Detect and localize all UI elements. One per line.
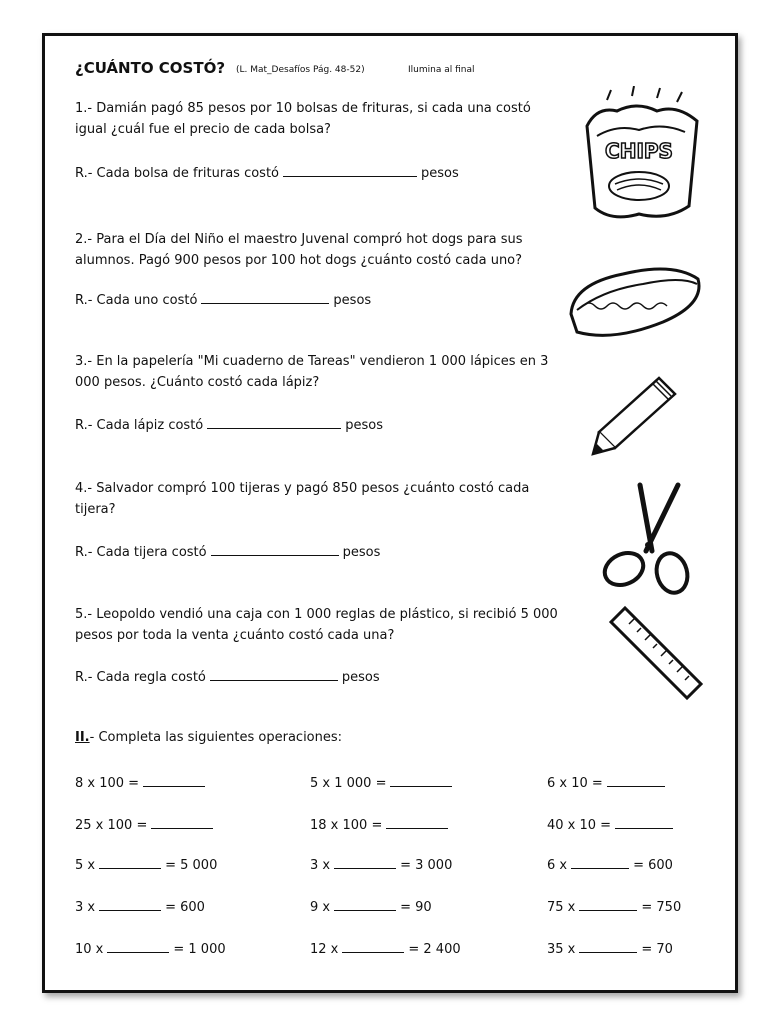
chips-bag-icon <box>577 86 707 224</box>
operation-left: 6 x 10 = <box>547 776 603 791</box>
operation-right: = 5 000 <box>165 858 218 873</box>
answer-line-4[interactable] <box>75 543 380 560</box>
coloring-note: Ilumina al final <box>408 65 475 75</box>
answer-3-blank[interactable] <box>207 416 341 429</box>
answer-4-suffix: pesos <box>342 545 381 560</box>
question-4: 4.- Salvador compró 100 tijeras y pagó 850 pesos ¿cuánto costó cada tijera? <box>75 481 530 517</box>
book-reference: (L. Mat_Desafíos Pág. 48-52) <box>236 65 365 75</box>
operation-blank[interactable] <box>579 898 637 911</box>
hot-dog-icon <box>563 254 708 342</box>
operation-blank[interactable] <box>99 898 161 911</box>
operation-left: 25 x 100 = <box>75 818 148 833</box>
operation-left: 3 x <box>310 858 331 873</box>
operation-right: = 750 <box>641 900 682 915</box>
operation-left: 18 x 100 = <box>310 818 383 833</box>
question-2: 2.- Para el Día del Niño el maestro Juvenal compró hot dogs para sus alumnos. Pagó 900 pesos por 100 hot dogs ¿cuánto costó cada uno? <box>75 232 523 268</box>
operation-blank[interactable] <box>107 940 169 953</box>
operation-left: 3 x <box>75 900 96 915</box>
section-2-numeral: II. <box>75 730 90 745</box>
worksheet-page <box>42 33 738 993</box>
operation-left: 35 x <box>547 942 576 957</box>
answer-5-suffix: pesos <box>341 670 380 685</box>
question-5: 5.- Leopoldo vendió una caja con 1 000 reglas de plástico, si recibió 5 000 pesos por toda la venta ¿cuánto costó cada una? <box>75 607 558 643</box>
section-2-heading <box>75 730 342 745</box>
operation-right: = 2 400 <box>408 942 461 957</box>
pencil-icon <box>589 374 679 458</box>
operation-left: 5 x <box>75 858 96 873</box>
answer-2-prefix: R.- Cada uno costó <box>75 293 198 308</box>
operation-blank[interactable] <box>615 816 673 829</box>
chips-label: CHIPS <box>605 139 673 163</box>
ruler-icon <box>605 604 705 704</box>
operation-5-2[interactable] <box>310 940 461 957</box>
answer-4-blank[interactable] <box>211 543 339 556</box>
operation-4-2[interactable] <box>310 898 432 915</box>
operation-5-1[interactable] <box>75 940 226 957</box>
answer-3-prefix: R.- Cada lápiz costó <box>75 418 204 433</box>
operation-2-2[interactable] <box>310 816 452 833</box>
worksheet-title: ¿CUÁNTO COSTÓ? <box>75 59 226 77</box>
answer-line-2[interactable] <box>75 291 371 308</box>
answer-1-suffix: pesos <box>421 166 459 181</box>
operation-left: 10 x <box>75 942 104 957</box>
operation-blank[interactable] <box>579 940 637 953</box>
question-3: 3.- En la papelería "Mi cuaderno de Tareas" vendieron 1 000 lápices en 3 000 pesos. ¿Cuánto costó cada lápiz? <box>75 354 549 390</box>
operation-blank[interactable] <box>571 856 629 869</box>
operation-right: = 90 <box>400 900 432 915</box>
operation-right: = 600 <box>165 900 205 915</box>
operation-left: 12 x <box>310 942 339 957</box>
operation-right: = 600 <box>633 858 673 873</box>
operation-blank[interactable] <box>151 816 213 829</box>
operation-blank[interactable] <box>334 898 396 911</box>
operation-5-3[interactable] <box>547 940 673 957</box>
operation-3-1[interactable] <box>75 856 217 873</box>
operation-left: 8 x 100 = <box>75 776 140 791</box>
operation-2-3[interactable] <box>547 816 677 833</box>
operation-left: 9 x <box>310 900 331 915</box>
operation-blank[interactable] <box>342 940 404 953</box>
answer-1-prefix: R.- Cada bolsa de frituras costó <box>75 166 280 181</box>
answer-4-prefix: R.- Cada tijera costó <box>75 545 207 560</box>
operation-left: 6 x <box>547 858 568 873</box>
operation-4-3[interactable] <box>547 898 681 915</box>
operation-left: 40 x 10 = <box>547 818 612 833</box>
answer-2-blank[interactable] <box>201 291 329 304</box>
operation-3-2[interactable] <box>310 856 452 873</box>
operation-2-1[interactable] <box>75 816 217 833</box>
answer-5-blank[interactable] <box>210 668 338 681</box>
operation-left: 5 x 1 000 = <box>310 776 387 791</box>
operation-blank[interactable] <box>334 856 396 869</box>
answer-line-5[interactable] <box>75 668 380 685</box>
operation-blank[interactable] <box>99 856 161 869</box>
operation-1-2[interactable] <box>310 774 456 791</box>
operation-4-1[interactable] <box>75 898 205 915</box>
operation-blank[interactable] <box>143 774 205 787</box>
operation-1-1[interactable] <box>75 774 209 791</box>
question-1: 1.- Damián pagó 85 pesos por 10 bolsas de frituras, si cada una costó igual ¿cuál fue el precio de cada bolsa? <box>75 101 531 137</box>
operation-right: = 1 000 <box>173 942 226 957</box>
operation-right: = 70 <box>641 942 673 957</box>
operation-blank[interactable] <box>386 816 448 829</box>
operation-blank[interactable] <box>390 774 452 787</box>
operation-right: = 3 000 <box>400 858 453 873</box>
answer-1-blank[interactable] <box>283 164 417 177</box>
operation-left: 75 x <box>547 900 576 915</box>
answer-line-3[interactable] <box>75 416 383 433</box>
answer-2-suffix: pesos <box>333 293 372 308</box>
operation-3-3[interactable] <box>547 856 673 873</box>
scissors-icon <box>600 481 700 599</box>
answer-line-1[interactable] <box>75 164 459 181</box>
operation-blank[interactable] <box>607 774 665 787</box>
answer-3-suffix: pesos <box>345 418 383 433</box>
section-2-instruction: - Completa las siguientes operaciones: <box>89 730 343 745</box>
answer-5-prefix: R.- Cada regla costó <box>75 670 206 685</box>
operation-1-3[interactable] <box>547 774 669 791</box>
